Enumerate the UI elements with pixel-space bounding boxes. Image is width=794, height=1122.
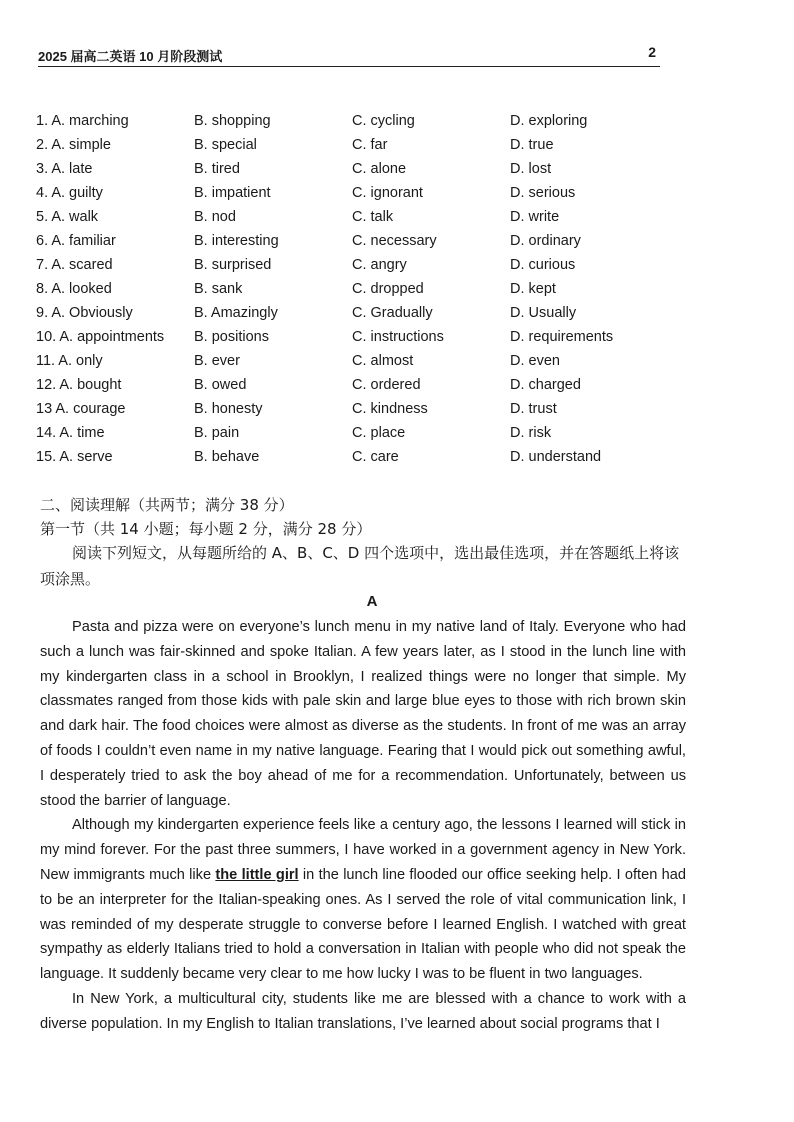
- option-c: C. ordered: [352, 377, 421, 393]
- option-c: C. far: [352, 137, 388, 153]
- option-b: B. owed: [194, 377, 247, 393]
- underlined-phrase: the little girl: [215, 866, 299, 883]
- option-d: D. risk: [510, 425, 552, 441]
- option-c: C. kindness: [352, 401, 428, 417]
- option-b: B. interesting: [194, 233, 279, 249]
- question-row: [36, 257, 676, 281]
- option-b: B. sank: [194, 281, 243, 297]
- question-row: [36, 233, 676, 257]
- option-b: B. tired: [194, 161, 240, 177]
- option-c: C. angry: [352, 257, 407, 273]
- question-row: [36, 161, 676, 185]
- question-row: [36, 113, 676, 137]
- cloze-options-list: [36, 113, 676, 473]
- option-c: C. alone: [352, 161, 407, 177]
- option-d: D. exploring: [510, 113, 588, 129]
- question-row: [36, 329, 676, 353]
- section-subheading: 第一节（共 14 小题；每小题 2 分，满分 28 分）: [40, 520, 372, 538]
- option-b: B. shopping: [194, 113, 271, 129]
- question-row: [36, 209, 676, 233]
- option-a: 10. A. appointments: [36, 329, 165, 345]
- passage-title: A: [366, 593, 378, 610]
- option-c: C. cycling: [352, 113, 415, 129]
- option-b: B. positions: [194, 329, 269, 345]
- option-b: B. surprised: [194, 257, 272, 273]
- option-a: 8. A. looked: [36, 281, 112, 297]
- option-d: D. requirements: [510, 329, 614, 345]
- passage-a: [40, 615, 686, 1037]
- option-b: B. special: [194, 137, 257, 153]
- option-a: 1. A. marching: [36, 113, 129, 129]
- option-b: B. ever: [194, 353, 240, 369]
- option-b: B. Amazingly: [194, 305, 278, 321]
- option-d: D. true: [510, 137, 554, 153]
- option-a: 7. A. scared: [36, 257, 113, 273]
- option-d: D. even: [510, 353, 560, 369]
- option-c: C. care: [352, 449, 399, 465]
- option-d: D. serious: [510, 185, 576, 201]
- option-a: 11. A. only: [36, 353, 103, 369]
- option-c: C. place: [352, 425, 406, 441]
- option-d: D. charged: [510, 377, 581, 393]
- exam-title: 2025 届高二英语 10 月阶段测试: [38, 49, 223, 64]
- option-d: D. lost: [510, 161, 552, 177]
- question-row: [36, 305, 676, 329]
- question-row: [36, 449, 676, 473]
- option-b: B. behave: [194, 449, 260, 465]
- paragraph-2: [40, 813, 686, 987]
- option-d: D. write: [510, 209, 560, 225]
- option-c: C. instructions: [352, 329, 444, 345]
- paragraph-3: In New York, a multicultural city, students like me are blessed with a chance to work with a diverse population. In my English to Italian translations, I’ve learned about social programs that I: [40, 990, 686, 1032]
- paragraph-1: Pasta and pizza were on everyone’s lunch menu in my native land of Italy. Everyone who had such a lunch was fair-skinned and spoke Italian. A few years later, as I stood in the lunch line with my kindergarten class in a school in Brooklyn, I realized things were no longer that simple. My classmates ranged from those kids with pale skin and large blue eyes to those with rich brown skin and dark hair. The food choices were almost as diverse as the students. In front of me was an array of foods I couldn’t even name in my native language. Fearing that I would pick out something awful, I desperately tried to ask the boy ahead of me for a recommendation. Unfortunately, between us stood the barrier of language.: [40, 619, 686, 809]
- option-a: 12. A. bought: [36, 377, 122, 393]
- option-a: 2. A. simple: [36, 137, 111, 153]
- section-heading: 二、阅读理解（共两节；满分 38 分）: [40, 496, 294, 514]
- option-c: C. almost: [352, 353, 414, 369]
- option-d: D. kept: [510, 281, 556, 297]
- option-a: 13 A. courage: [36, 401, 126, 417]
- paragraph-2-part-1: Although my kindergarten experience feels like a century ago, the lessons I learned will stick in my mind forever. For the past three summers, I have worked in a government agency in New York. New immigrants much like: [40, 817, 686, 883]
- option-a: 3. A. late: [36, 161, 93, 177]
- option-c: C. dropped: [352, 281, 424, 297]
- option-a: 4. A. guilty: [36, 185, 103, 201]
- option-c: C. talk: [352, 209, 394, 225]
- option-d: D. trust: [510, 401, 557, 417]
- option-b: B. pain: [194, 425, 240, 441]
- option-b: B. honesty: [194, 401, 263, 417]
- instruction-text: 阅读下列短文，从每题所给的 A、B、C、D 四个选项中，选出最佳选项，并在答题纸上将该项涂黑。: [40, 544, 680, 588]
- option-c: C. Gradually: [352, 305, 433, 321]
- question-row: [36, 425, 676, 449]
- option-d: D. ordinary: [510, 233, 581, 249]
- option-a: 6. A. familiar: [36, 233, 116, 249]
- question-row: [36, 377, 676, 401]
- page-header: [38, 44, 660, 67]
- question-row: [36, 137, 676, 161]
- option-c: C. ignorant: [352, 185, 423, 201]
- option-c: C. necessary: [352, 233, 437, 249]
- option-d: D. curious: [510, 257, 576, 273]
- page-number: 2: [648, 44, 656, 60]
- paragraph-2-part-2: in the lunch line flooded our office seeking help. I often had to be an interpreter for the Italian-speaking ones. As I served the role of vital communication link, I was reminded of my desperate struggle to converse before I learned English. I watched with great sympathy as elderly Italians tried to hold a conversation in Italian with people who did not speak the language. It suddenly became very clear to me how lucky I was to be fluent in two languages.: [40, 866, 686, 983]
- question-row: [36, 401, 676, 425]
- option-a: 15. A. serve: [36, 449, 113, 465]
- question-row: [36, 185, 676, 209]
- question-row: [36, 353, 676, 377]
- question-row: [36, 281, 676, 305]
- option-b: B. nod: [194, 209, 236, 225]
- option-b: B. impatient: [194, 185, 271, 201]
- option-d: D. understand: [510, 449, 602, 465]
- option-a: 9. A. Obviously: [36, 305, 133, 321]
- option-d: D. Usually: [510, 305, 577, 321]
- option-a: 5. A. walk: [36, 209, 99, 225]
- option-a: 14. A. time: [36, 425, 105, 441]
